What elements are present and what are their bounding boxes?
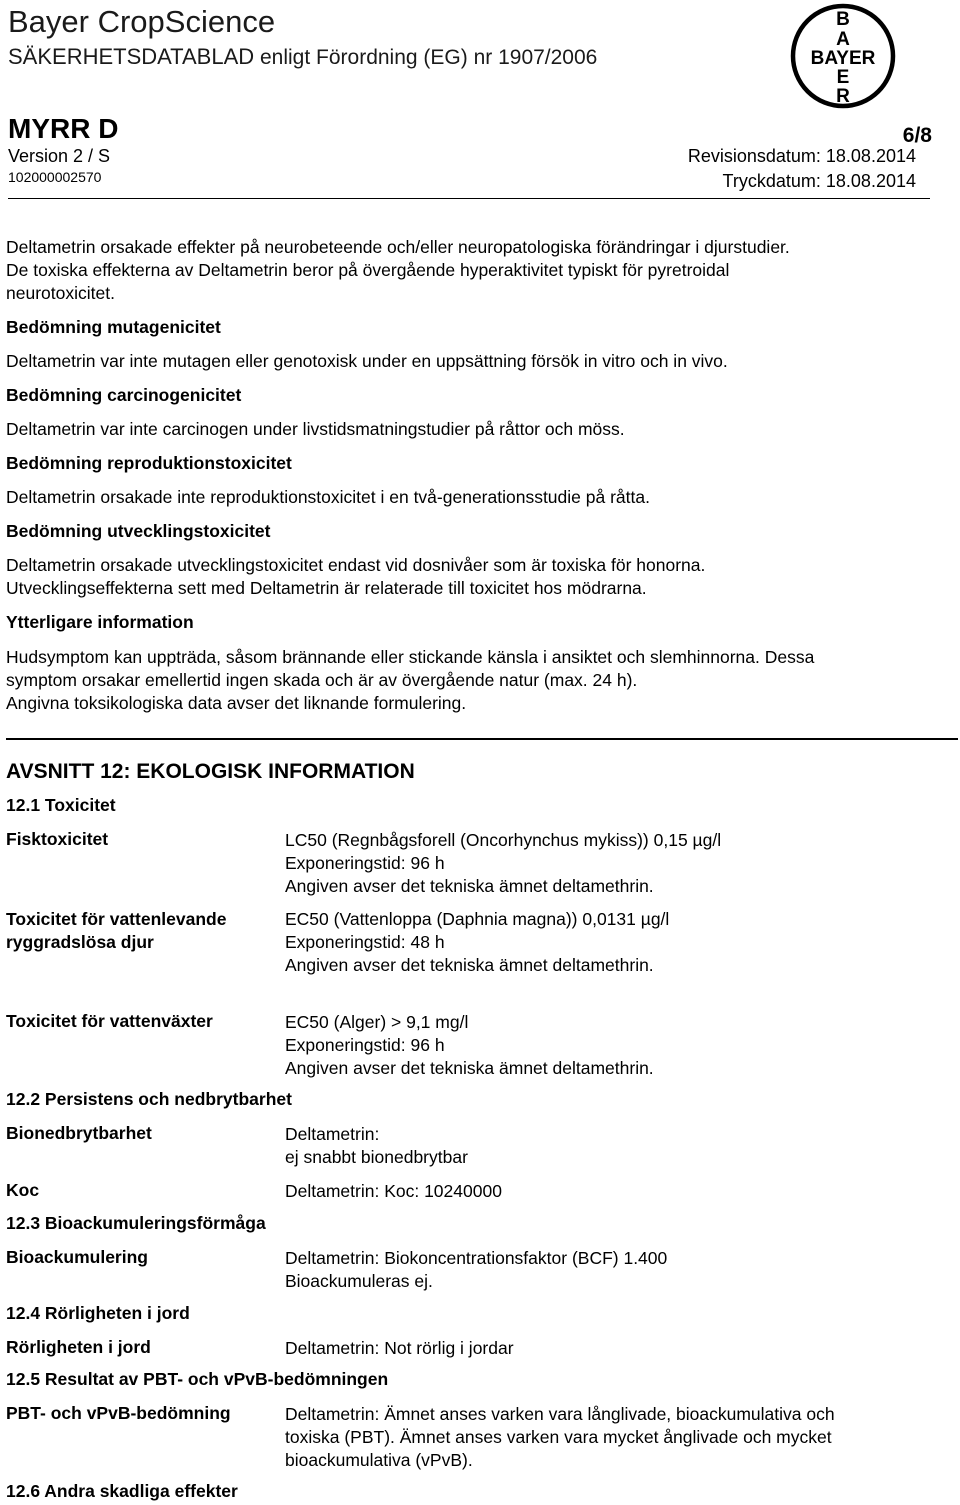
additional-info-text: symptom orsakar emellertid ingen skada och är av övergående natur (max. 24 h).: [6, 670, 638, 690]
biodegradability-value: Deltametrin:: [285, 1124, 380, 1144]
subsection-12-3: 12.3 Bioackumuleringsförmåga: [6, 1213, 266, 1233]
additional-info-text: Angivna toksikologiska data avser det liknande formulering.: [6, 693, 467, 713]
bioaccumulation-value: Deltametrin: Biokoncentrationsfaktor (BCF) 1.400: [285, 1248, 668, 1268]
company-name: Bayer CropScience: [8, 4, 276, 39]
fish-toxicity-value: LC50 (Regnbågsforell (Oncorhynchus mykiss)) 0,15 µg/l: [285, 830, 722, 850]
biodegradability-value: ej snabbt bionedbrytbar: [285, 1147, 468, 1167]
mutagenicity-text: Deltametrin var inte mutagen eller genotoxisk under en uppsättning försök in vitro och in vivo.: [6, 351, 728, 371]
mutagenicity-heading: Bedömning mutagenicitet: [6, 317, 221, 337]
invertebrate-toxicity-label: Toxicitet för vattenlevande: [6, 909, 227, 929]
developmental-toxicity-heading: Bedömning utvecklingstoxicitet: [6, 521, 271, 541]
invertebrate-toxicity-label: ryggradslösa djur: [6, 932, 154, 952]
reproductive-toxicity-heading: Bedömning reproduktionstoxicitet: [6, 453, 292, 473]
plant-toxicity-value: Exponeringstid: 96 h: [285, 1035, 445, 1055]
svg-text:BAYER: BAYER: [810, 48, 876, 69]
revision-date: Revisionsdatum: 18.08.2014: [687, 146, 916, 166]
fish-toxicity-label: Fisktoxicitet: [6, 829, 109, 849]
soil-mobility-value: Deltametrin: Not rörlig i jordar: [285, 1338, 514, 1358]
bioaccumulation-label: Bioackumulering: [6, 1247, 148, 1267]
svg-text:E: E: [836, 67, 850, 88]
subsection-12-6: 12.6 Andra skadliga effekter: [6, 1481, 238, 1501]
plant-toxicity-value: Angiven avser det tekniska ämnet deltamethrin.: [285, 1058, 654, 1078]
sds-title: SÄKERHETSDATABLAD: [8, 44, 255, 69]
reproductive-toxicity-text: Deltametrin orsakade inte reproduktionstoxicitet i en två-generationsstudie på råtta.: [6, 487, 650, 507]
koc-value: Deltametrin: Koc: 10240000: [285, 1181, 502, 1201]
fish-toxicity-value: Angiven avser det tekniska ämnet deltamethrin.: [285, 876, 654, 896]
document-id: 102000002570: [8, 169, 102, 185]
invertebrate-toxicity-value: EC50 (Vattenloppa (Daphnia magna)) 0,0131 µg/l: [285, 909, 670, 929]
tox-paragraph-line: Deltametrin orsakade effekter på neurobeteende och/eller neuropatologiska förändringar i djurstudier.: [6, 237, 790, 257]
svg-text:A: A: [836, 29, 850, 50]
subsection-12-4: 12.4 Rörligheten i jord: [6, 1303, 190, 1323]
bioaccumulation-value: Bioackumuleras ej.: [285, 1271, 433, 1291]
tox-paragraph-line: De toxiska effekterna av Deltametrin beror på övergående hyperaktivitet typiskt för pyretroidal: [6, 260, 730, 280]
additional-info-text: Hudsymptom kan uppträda, såsom brännande eller stickande känsla i ansiktet och slemhinnorna. Dessa: [6, 647, 815, 667]
carcinogenicity-text: Deltametrin var inte carcinogen under livstidsmatningstudier på råttor och möss.: [6, 419, 625, 439]
pbt-assessment-label: PBT- och vPvB-bedömning: [6, 1403, 231, 1423]
product-name: MYRR D: [8, 113, 119, 144]
biodegradability-label: Bionedbrytbarhet: [6, 1123, 152, 1143]
invertebrate-toxicity-value: Exponeringstid: 48 h: [285, 932, 445, 952]
soil-mobility-label: Rörligheten i jord: [6, 1337, 151, 1357]
version-info: Version 2 / S: [8, 146, 111, 166]
pbt-assessment-value: toxiska (PBT). Ämnet anses varken vara mycket ånglivade och mycket: [285, 1427, 832, 1447]
developmental-toxicity-text: Utvecklingseffekterna sett med Deltametrin är relaterade till toxicitet hos mödrarna.: [6, 578, 647, 598]
subsection-12-2: 12.2 Persistens och nedbrytbarhet: [6, 1089, 292, 1109]
pbt-assessment-value: Deltametrin: Ämnet anses varken vara långlivade, bioackumulativa och: [285, 1404, 835, 1424]
regulation-ref: enligt Förordning (EG) nr 1907/2006: [259, 46, 598, 69]
invertebrate-toxicity-value: Angiven avser det tekniska ämnet deltamethrin.: [285, 955, 654, 975]
subsection-12-5: 12.5 Resultat av PBT- och vPvB-bedömningen: [6, 1369, 389, 1389]
tox-paragraph-line: neurotoxicitet.: [6, 283, 115, 303]
additional-info-heading: Ytterligare information: [6, 612, 194, 632]
koc-label: Koc: [6, 1180, 40, 1200]
header-divider: [8, 198, 930, 199]
page-number: 6/8: [902, 124, 932, 147]
svg-text:B: B: [836, 9, 850, 30]
carcinogenicity-heading: Bedömning carcinogenicitet: [6, 385, 242, 405]
bayer-logo: [789, 2, 897, 110]
section-divider: [6, 738, 958, 740]
sds-subtitle: [8, 44, 597, 70]
developmental-toxicity-text: Deltametrin orsakade utvecklingstoxicitet endast vid dosnivåer som är toxiska för honorna.: [6, 555, 706, 575]
pbt-assessment-value: bioackumulativa (vPvB).: [285, 1450, 473, 1470]
plant-toxicity-label: Toxicitet för vattenväxter: [6, 1011, 213, 1031]
plant-toxicity-value: EC50 (Alger) > 9,1 mg/l: [285, 1012, 469, 1032]
svg-text:R: R: [836, 86, 850, 107]
fish-toxicity-value: Exponeringstid: 96 h: [285, 853, 445, 873]
subsection-12-1: 12.1 Toxicitet: [6, 795, 116, 815]
section-12-title: AVSNITT 12: EKOLOGISK INFORMATION: [6, 760, 415, 783]
print-date: Tryckdatum: 18.08.2014: [722, 171, 916, 191]
